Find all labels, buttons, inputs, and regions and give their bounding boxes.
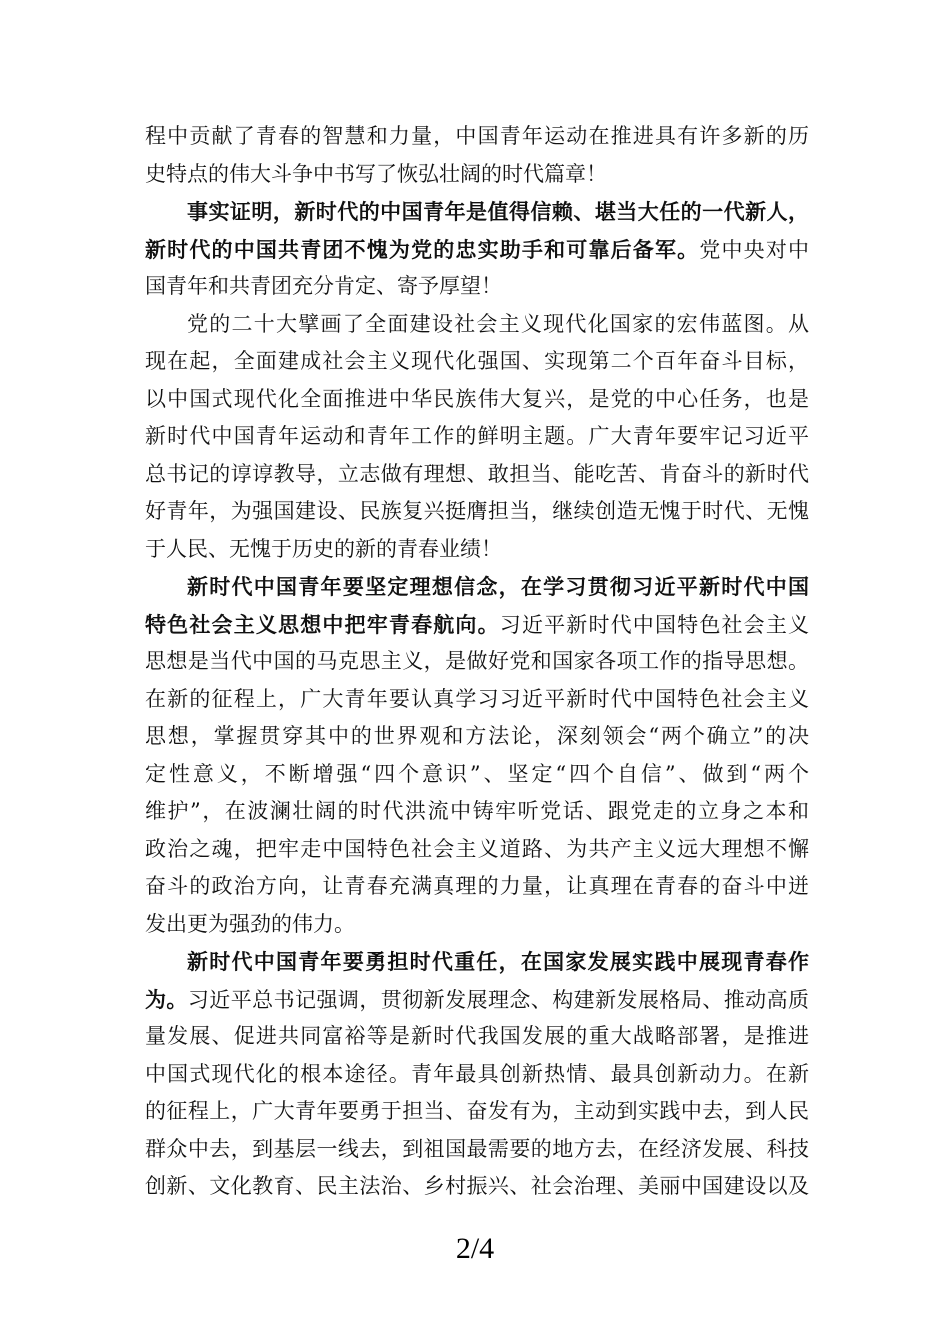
- text-line: [145, 1056, 809, 1094]
- text-run: 定性意义，不断增强“四个意识”、坚定“四个自信”、做到“两个: [145, 761, 809, 786]
- text-line: [145, 981, 809, 1019]
- text-line: [145, 1131, 809, 1169]
- text-line: [145, 906, 809, 944]
- text-line: [145, 831, 809, 869]
- text-line: [145, 493, 809, 531]
- text-run: 奋斗的政治方向，让青春充满真理的力量，让真理在青春的奋斗中迸: [145, 874, 809, 898]
- text-line: [145, 1168, 809, 1206]
- text-line: [145, 231, 809, 269]
- page-number: 2/4: [455, 1232, 495, 1265]
- text-run: 在新的征程上，广大青年要认真学习习近平新时代中国特色社会主义: [145, 686, 809, 711]
- bold-text-run: 事实证明，新时代的中国青年是值得信赖、堪当大任的一代新人，: [187, 199, 809, 224]
- text-run: 好青年，为强国建设、民族复兴挺膺担当，继续创造无愧于时代、无愧: [145, 499, 809, 523]
- text-line: [145, 193, 809, 231]
- text-line: [145, 643, 809, 681]
- text-run: 维护”，在波澜壮阔的时代洪流中铸牢听党话、跟党走的立身之本和: [145, 799, 809, 823]
- text-run: 习近平总书记强调，贯彻新发展理念、构建新发展格局、推动高质: [187, 987, 810, 1012]
- bold-text-run: 新时代的中国共青团不愧为党的忠实助手和可靠后备军。: [145, 236, 700, 262]
- text-line: [145, 568, 809, 606]
- text-line: [145, 156, 809, 194]
- text-run: 党的二十大擘画了全面建设社会主义现代化国家的宏伟蓝图。从: [187, 311, 809, 336]
- text-run: 新时代中国青年运动和青年工作的鲜明主题。广大青年要牢记习近平: [145, 424, 809, 448]
- text-run: 程中贡献了青春的智慧和力量，中国青年运动在推进具有许多新的历: [145, 124, 809, 148]
- text-line: [145, 306, 809, 344]
- text-run: 政治之魂，把牢走中国特色社会主义道路、为共产主义远大理想不懈: [145, 836, 809, 861]
- text-line: [145, 606, 809, 644]
- text-run: 习近平新时代中国特色社会主义: [499, 612, 810, 637]
- text-run: 发出更为强劲的伟力。: [145, 911, 355, 936]
- text-line: [145, 118, 809, 156]
- text-line: [145, 681, 809, 719]
- text-run: 思想是当代中国的马克思主义，是做好党和国家各项工作的指导思想。: [145, 649, 809, 673]
- text-line: [145, 868, 809, 906]
- bold-text-run: 新时代中国青年要坚定理想信念，在学习贯彻习近平新时代中国: [187, 574, 809, 599]
- text-run: 量发展、促进共同富裕等是新时代我国发展的重大战略部署，是推进: [145, 1024, 809, 1048]
- text-run: 思想，掌握贯穿其中的世界观和方法论，深刻领会“两个确立”的决: [145, 724, 809, 748]
- text-run: 国青年和共青团充分肯定、寄予厚望！: [145, 274, 502, 298]
- text-line: [145, 793, 809, 831]
- text-line: [145, 1018, 809, 1056]
- text-line: [145, 268, 809, 306]
- document-body: [145, 118, 809, 1206]
- text-run: 史特点的伟大斗争中书写了恢弘壮阔的时代篇章！: [145, 161, 607, 186]
- text-line: [145, 718, 809, 756]
- bold-text-run: 特色社会主义思想中把牢青春航向。: [145, 611, 500, 637]
- text-line: [145, 531, 809, 569]
- text-line: [145, 456, 809, 494]
- text-run: 群众中去，到基层一线去，到祖国最需要的地方去，在经济发展、科技: [145, 1136, 809, 1161]
- text-run: 以中国式现代化全面推进中华民族伟大复兴，是党的中心任务，也是: [145, 386, 809, 411]
- text-run: 中国式现代化的根本途径。青年最具创新热情、最具创新动力。在新: [145, 1061, 809, 1086]
- text-run: 于人民、无愧于历史的新的青春业绩！: [145, 536, 502, 561]
- bold-text-run: 新时代中国青年要勇担时代重任，在国家发展实践中展现青春作: [187, 949, 809, 974]
- text-run: 创新、文化教育、民主法治、乡村振兴、社会治理、美丽中国建设以及: [145, 1174, 809, 1198]
- text-run: 党中央对中: [699, 237, 810, 262]
- text-run: 现在起，全面建成社会主义现代化强国、实现第二个百年奋斗目标，: [145, 349, 809, 373]
- text-line: [145, 381, 809, 419]
- text-line: [145, 756, 809, 794]
- text-run: 总书记的谆谆教导，立志做有理想、敢担当、能吃苦、肯奋斗的新时代: [145, 461, 809, 486]
- text-line: [145, 943, 809, 981]
- text-line: [145, 1093, 809, 1131]
- text-run: 的征程上，广大青年要勇于担当、奋发有为，主动到实践中去，到人民: [145, 1099, 809, 1123]
- text-line: [145, 418, 809, 456]
- text-line: [145, 343, 809, 381]
- bold-text-run: 为。: [145, 986, 188, 1012]
